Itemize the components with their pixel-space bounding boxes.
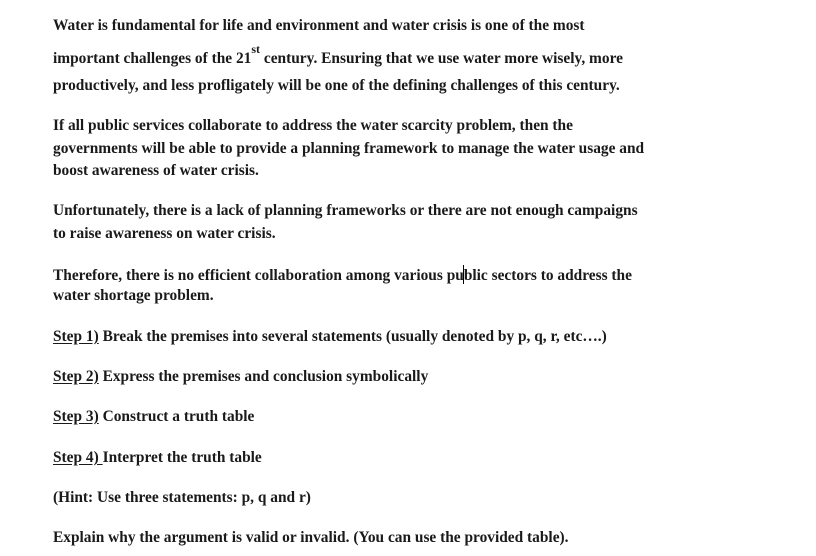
paragraph-4-line-1: Therefore, there is no efficient collaboration among various public sectors to address the <box>53 267 632 284</box>
step-3: Step 3) Construct a truth table <box>53 408 255 425</box>
step-2: Step 2) Express the premises and conclusion symbolically <box>53 368 429 385</box>
paragraph-1-line-3: productively, and less profligately will be one of the defining challenges of this century. <box>53 77 620 94</box>
paragraph-3-line-2: to raise awareness on water crisis. <box>53 225 276 242</box>
hint-text: (Hint: Use three statements: p, q and r) <box>53 489 311 506</box>
step-1-label: Step 1) <box>53 328 99 345</box>
step-3-label: Step 3) <box>53 408 99 425</box>
question-text: Explain why the argument is valid or invalid. (You can use the provided table). <box>53 529 569 546</box>
paragraph-2-line-2: governments will be able to provide a planning framework to manage the water usage and <box>53 140 645 157</box>
paragraph-1-line-2: important challenges of the 21st century. Ensuring that we use water more wisely, more <box>53 41 623 67</box>
paragraph-3-line-1: Unfortunately, there is a lack of planning frameworks or there are not enough campaigns <box>53 202 638 219</box>
step-2-label: Step 2) <box>53 368 99 385</box>
step-4-label: Step 4) <box>53 449 103 466</box>
superscript-st: st <box>251 41 261 56</box>
paragraph-2-line-3: boost awareness of water crisis. <box>53 162 259 179</box>
paragraph-2-line-1: If all public services collaborate to address the water scarcity problem, then the <box>53 117 573 134</box>
paragraph-1-line-1: Water is fundamental for life and environment and water crisis is one of the most <box>53 17 585 34</box>
step-1: Step 1) Break the premises into several statements (usually denoted by p, q, r, etc….) <box>53 328 607 345</box>
step-4: Step 4) Interpret the truth table <box>53 449 262 466</box>
paragraph-4-line-2: water shortage problem. <box>53 287 214 304</box>
